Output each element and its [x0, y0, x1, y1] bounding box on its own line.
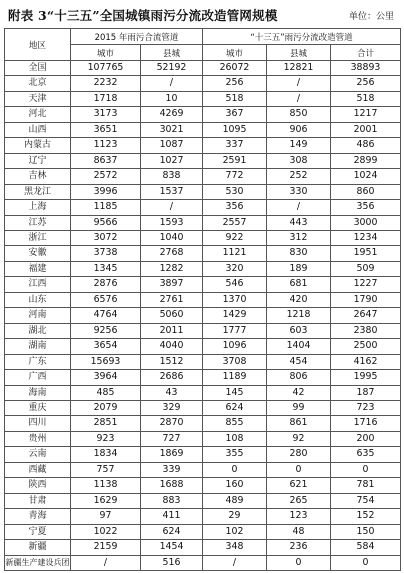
county-13th-cell: 312: [267, 230, 331, 245]
total-13th-cell: 2647: [331, 308, 401, 323]
region-cell: 天津: [5, 91, 71, 106]
city-13th-cell: 145: [203, 385, 267, 400]
table-row: [5, 122, 401, 137]
county-13th-cell: 1218: [267, 308, 331, 323]
total-13th-cell: 3000: [331, 215, 401, 230]
total-13th-cell: 635: [331, 447, 401, 462]
table-row: [5, 91, 401, 106]
pipeline-table: [4, 28, 401, 571]
county-2015-cell: 883: [141, 493, 203, 508]
table-row: [5, 61, 401, 76]
county-2015-cell: 3021: [141, 122, 203, 137]
county-13th-cell: 806: [267, 370, 331, 385]
city-2015-cell: 9256: [71, 323, 141, 338]
table-row: [5, 447, 401, 462]
table-row: [5, 339, 401, 354]
county-2015-cell: 1087: [141, 138, 203, 153]
region-cell: 上海: [5, 200, 71, 215]
region-cell: 内蒙古: [5, 138, 71, 153]
county-2015-cell: 624: [141, 524, 203, 539]
county-2015-cell: 2768: [141, 246, 203, 261]
total-13th-cell: 2500: [331, 339, 401, 354]
header-2015-county: 县城: [141, 45, 203, 61]
table-row: [5, 431, 401, 446]
city-2015-cell: 2232: [71, 76, 141, 91]
total-13th-cell: 860: [331, 184, 401, 199]
region-cell: 云南: [5, 447, 71, 462]
table-row: [5, 370, 401, 385]
header-13th-total: 合计: [331, 45, 401, 61]
table-row: [5, 308, 401, 323]
region-cell: 湖南: [5, 339, 71, 354]
table-row: [5, 76, 401, 91]
region-cell: 黑龙江: [5, 184, 71, 199]
region-cell: 安徽: [5, 246, 71, 261]
region-cell: 湖北: [5, 323, 71, 338]
header-13th-city: 城市: [203, 45, 267, 61]
county-2015-cell: 1869: [141, 447, 203, 462]
total-13th-cell: 1951: [331, 246, 401, 261]
city-2015-cell: 1834: [71, 447, 141, 462]
county-2015-cell: 2686: [141, 370, 203, 385]
table-row: [5, 354, 401, 369]
total-13th-cell: 584: [331, 540, 401, 555]
table-row: [5, 292, 401, 307]
county-13th-cell: 0: [267, 555, 331, 570]
header-region: 地区: [5, 29, 71, 61]
header-13th-county: 县城: [267, 45, 331, 61]
county-13th-cell: 236: [267, 540, 331, 555]
county-13th-cell: 0: [267, 462, 331, 477]
county-2015-cell: 52192: [141, 61, 203, 76]
total-13th-cell: 256: [331, 76, 401, 91]
total-13th-cell: 509: [331, 261, 401, 276]
city-2015-cell: 6576: [71, 292, 141, 307]
county-13th-cell: 861: [267, 416, 331, 431]
county-2015-cell: 1688: [141, 478, 203, 493]
total-13th-cell: 1024: [331, 169, 401, 184]
total-13th-cell: 2899: [331, 153, 401, 168]
region-cell: 海南: [5, 385, 71, 400]
table-row: [5, 200, 401, 215]
county-2015-cell: 10: [141, 91, 203, 106]
table-row: [5, 400, 401, 415]
city-13th-cell: 772: [203, 169, 267, 184]
city-2015-cell: 1718: [71, 91, 141, 106]
total-13th-cell: 2380: [331, 323, 401, 338]
county-2015-cell: 1282: [141, 261, 203, 276]
table-row: [5, 462, 401, 477]
city-2015-cell: 2572: [71, 169, 141, 184]
county-2015-cell: 43: [141, 385, 203, 400]
city-13th-cell: 922: [203, 230, 267, 245]
total-13th-cell: 4162: [331, 354, 401, 369]
region-cell: 广东: [5, 354, 71, 369]
county-2015-cell: 2870: [141, 416, 203, 431]
city-13th-cell: 102: [203, 524, 267, 539]
region-cell: 新疆: [5, 540, 71, 555]
table-row: [5, 416, 401, 431]
header-group-13th: “十三五”雨污分流改造管道: [203, 29, 401, 45]
city-2015-cell: 3651: [71, 122, 141, 137]
city-13th-cell: 2591: [203, 153, 267, 168]
table-row: [5, 277, 401, 292]
region-cell: 甘肃: [5, 493, 71, 508]
county-2015-cell: 5060: [141, 308, 203, 323]
total-13th-cell: 754: [331, 493, 401, 508]
county-13th-cell: 48: [267, 524, 331, 539]
region-cell: 全国: [5, 61, 71, 76]
table-row: [5, 323, 401, 338]
city-13th-cell: 355: [203, 447, 267, 462]
city-13th-cell: 29: [203, 509, 267, 524]
table-row: [5, 138, 401, 153]
county-13th-cell: /: [267, 200, 331, 215]
city-13th-cell: 348: [203, 540, 267, 555]
city-13th-cell: 320: [203, 261, 267, 276]
region-cell: 山东: [5, 292, 71, 307]
table-row: [5, 153, 401, 168]
region-cell: 广西: [5, 370, 71, 385]
table-row: [5, 107, 401, 122]
city-2015-cell: 485: [71, 385, 141, 400]
city-2015-cell: 3964: [71, 370, 141, 385]
total-13th-cell: 1790: [331, 292, 401, 307]
city-2015-cell: 2876: [71, 277, 141, 292]
city-2015-cell: 1185: [71, 200, 141, 215]
city-13th-cell: 356: [203, 200, 267, 215]
total-13th-cell: 723: [331, 400, 401, 415]
county-2015-cell: 1027: [141, 153, 203, 168]
county-13th-cell: 906: [267, 122, 331, 137]
table-row: [5, 169, 401, 184]
total-13th-cell: 1234: [331, 230, 401, 245]
city-13th-cell: 518: [203, 91, 267, 106]
city-2015-cell: 3738: [71, 246, 141, 261]
total-13th-cell: 150: [331, 524, 401, 539]
city-13th-cell: 3708: [203, 354, 267, 369]
region-cell: 山西: [5, 122, 71, 137]
county-13th-cell: 123: [267, 509, 331, 524]
total-13th-cell: 38893: [331, 61, 401, 76]
county-13th-cell: 265: [267, 493, 331, 508]
region-cell: 西藏: [5, 462, 71, 477]
city-13th-cell: 337: [203, 138, 267, 153]
county-13th-cell: 621: [267, 478, 331, 493]
county-13th-cell: 330: [267, 184, 331, 199]
region-cell: 浙江: [5, 230, 71, 245]
city-13th-cell: /: [203, 555, 267, 570]
county-13th-cell: 189: [267, 261, 331, 276]
city-2015-cell: 3654: [71, 339, 141, 354]
header-2015-city: 城市: [71, 45, 141, 61]
city-13th-cell: 1189: [203, 370, 267, 385]
table-row: [5, 184, 401, 199]
county-2015-cell: 838: [141, 169, 203, 184]
region-cell: 陕西: [5, 478, 71, 493]
table-row: [5, 246, 401, 261]
county-2015-cell: 411: [141, 509, 203, 524]
county-13th-cell: 42: [267, 385, 331, 400]
city-2015-cell: 3072: [71, 230, 141, 245]
city-2015-cell: /: [71, 555, 141, 570]
county-2015-cell: 4040: [141, 339, 203, 354]
city-2015-cell: 2079: [71, 400, 141, 415]
county-13th-cell: 443: [267, 215, 331, 230]
total-13th-cell: 0: [331, 555, 401, 570]
county-13th-cell: 99: [267, 400, 331, 415]
county-2015-cell: 3897: [141, 277, 203, 292]
county-2015-cell: 329: [141, 400, 203, 415]
city-2015-cell: 1629: [71, 493, 141, 508]
table-row: [5, 261, 401, 276]
city-13th-cell: 0: [203, 462, 267, 477]
table-row: [5, 540, 401, 555]
region-cell: 宁夏: [5, 524, 71, 539]
city-2015-cell: 1345: [71, 261, 141, 276]
county-2015-cell: 339: [141, 462, 203, 477]
city-2015-cell: 107765: [71, 61, 141, 76]
city-2015-cell: 1138: [71, 478, 141, 493]
county-2015-cell: 4269: [141, 107, 203, 122]
city-13th-cell: 2557: [203, 215, 267, 230]
county-2015-cell: 2011: [141, 323, 203, 338]
city-13th-cell: 108: [203, 431, 267, 446]
city-2015-cell: 923: [71, 431, 141, 446]
county-2015-cell: 1537: [141, 184, 203, 199]
table-row: [5, 493, 401, 508]
region-cell: 江西: [5, 277, 71, 292]
region-cell: 四川: [5, 416, 71, 431]
city-13th-cell: 1096: [203, 339, 267, 354]
region-cell: 新疆生产建设兵团: [5, 555, 71, 570]
total-13th-cell: 1227: [331, 277, 401, 292]
total-13th-cell: 1217: [331, 107, 401, 122]
city-2015-cell: 2159: [71, 540, 141, 555]
unit-label: 单位：公里: [348, 12, 394, 22]
county-2015-cell: /: [141, 200, 203, 215]
table-row: [5, 230, 401, 245]
total-13th-cell: 781: [331, 478, 401, 493]
region-cell: 河北: [5, 107, 71, 122]
county-13th-cell: 420: [267, 292, 331, 307]
city-13th-cell: 855: [203, 416, 267, 431]
city-13th-cell: 624: [203, 400, 267, 415]
city-13th-cell: 546: [203, 277, 267, 292]
total-13th-cell: 152: [331, 509, 401, 524]
county-13th-cell: 830: [267, 246, 331, 261]
region-cell: 河南: [5, 308, 71, 323]
city-2015-cell: 4764: [71, 308, 141, 323]
city-2015-cell: 1022: [71, 524, 141, 539]
table-row: [5, 478, 401, 493]
city-2015-cell: 2851: [71, 416, 141, 431]
city-13th-cell: 1429: [203, 308, 267, 323]
city-13th-cell: 1370: [203, 292, 267, 307]
county-2015-cell: 1040: [141, 230, 203, 245]
county-13th-cell: 149: [267, 138, 331, 153]
table-row: [5, 524, 401, 539]
total-13th-cell: 1995: [331, 370, 401, 385]
county-13th-cell: 681: [267, 277, 331, 292]
county-13th-cell: 1404: [267, 339, 331, 354]
table-row: [5, 509, 401, 524]
city-2015-cell: 3173: [71, 107, 141, 122]
city-13th-cell: 160: [203, 478, 267, 493]
city-13th-cell: 1777: [203, 323, 267, 338]
county-2015-cell: 1593: [141, 215, 203, 230]
county-2015-cell: 727: [141, 431, 203, 446]
county-13th-cell: 252: [267, 169, 331, 184]
total-13th-cell: 187: [331, 385, 401, 400]
total-13th-cell: 2001: [331, 122, 401, 137]
city-13th-cell: 489: [203, 493, 267, 508]
city-13th-cell: 1095: [203, 122, 267, 137]
county-13th-cell: 308: [267, 153, 331, 168]
county-2015-cell: 1512: [141, 354, 203, 369]
table-title: 附表 3“十三五”全国城镇雨污分流改造管网规模: [8, 8, 278, 23]
city-2015-cell: 1123: [71, 138, 141, 153]
city-2015-cell: 9566: [71, 215, 141, 230]
city-13th-cell: 256: [203, 76, 267, 91]
table-body: [5, 61, 401, 571]
county-2015-cell: 2761: [141, 292, 203, 307]
header-group-2015: 2015 年雨污合流管道: [71, 29, 203, 45]
county-13th-cell: /: [267, 76, 331, 91]
region-cell: 福建: [5, 261, 71, 276]
county-13th-cell: 603: [267, 323, 331, 338]
total-13th-cell: 518: [331, 91, 401, 106]
county-13th-cell: 92: [267, 431, 331, 446]
city-2015-cell: 15693: [71, 354, 141, 369]
county-2015-cell: /: [141, 76, 203, 91]
region-cell: 吉林: [5, 169, 71, 184]
region-cell: 贵州: [5, 431, 71, 446]
region-cell: 青海: [5, 509, 71, 524]
city-2015-cell: 757: [71, 462, 141, 477]
county-13th-cell: 850: [267, 107, 331, 122]
county-13th-cell: 454: [267, 354, 331, 369]
region-cell: 江苏: [5, 215, 71, 230]
total-13th-cell: 356: [331, 200, 401, 215]
region-cell: 重庆: [5, 400, 71, 415]
city-2015-cell: 8637: [71, 153, 141, 168]
county-2015-cell: 516: [141, 555, 203, 570]
city-2015-cell: 3996: [71, 184, 141, 199]
total-13th-cell: 1716: [331, 416, 401, 431]
region-cell: 北京: [5, 76, 71, 91]
total-13th-cell: 0: [331, 462, 401, 477]
city-13th-cell: 367: [203, 107, 267, 122]
city-2015-cell: 97: [71, 509, 141, 524]
county-13th-cell: 12821: [267, 61, 331, 76]
total-13th-cell: 200: [331, 431, 401, 446]
city-13th-cell: 26072: [203, 61, 267, 76]
city-13th-cell: 530: [203, 184, 267, 199]
table-row: [5, 555, 401, 570]
region-cell: 辽宁: [5, 153, 71, 168]
table-header: [5, 29, 401, 61]
city-13th-cell: 1121: [203, 246, 267, 261]
county-13th-cell: /: [267, 91, 331, 106]
county-13th-cell: 280: [267, 447, 331, 462]
table-row: [5, 215, 401, 230]
county-2015-cell: 1454: [141, 540, 203, 555]
table-row: [5, 385, 401, 400]
total-13th-cell: 486: [331, 138, 401, 153]
